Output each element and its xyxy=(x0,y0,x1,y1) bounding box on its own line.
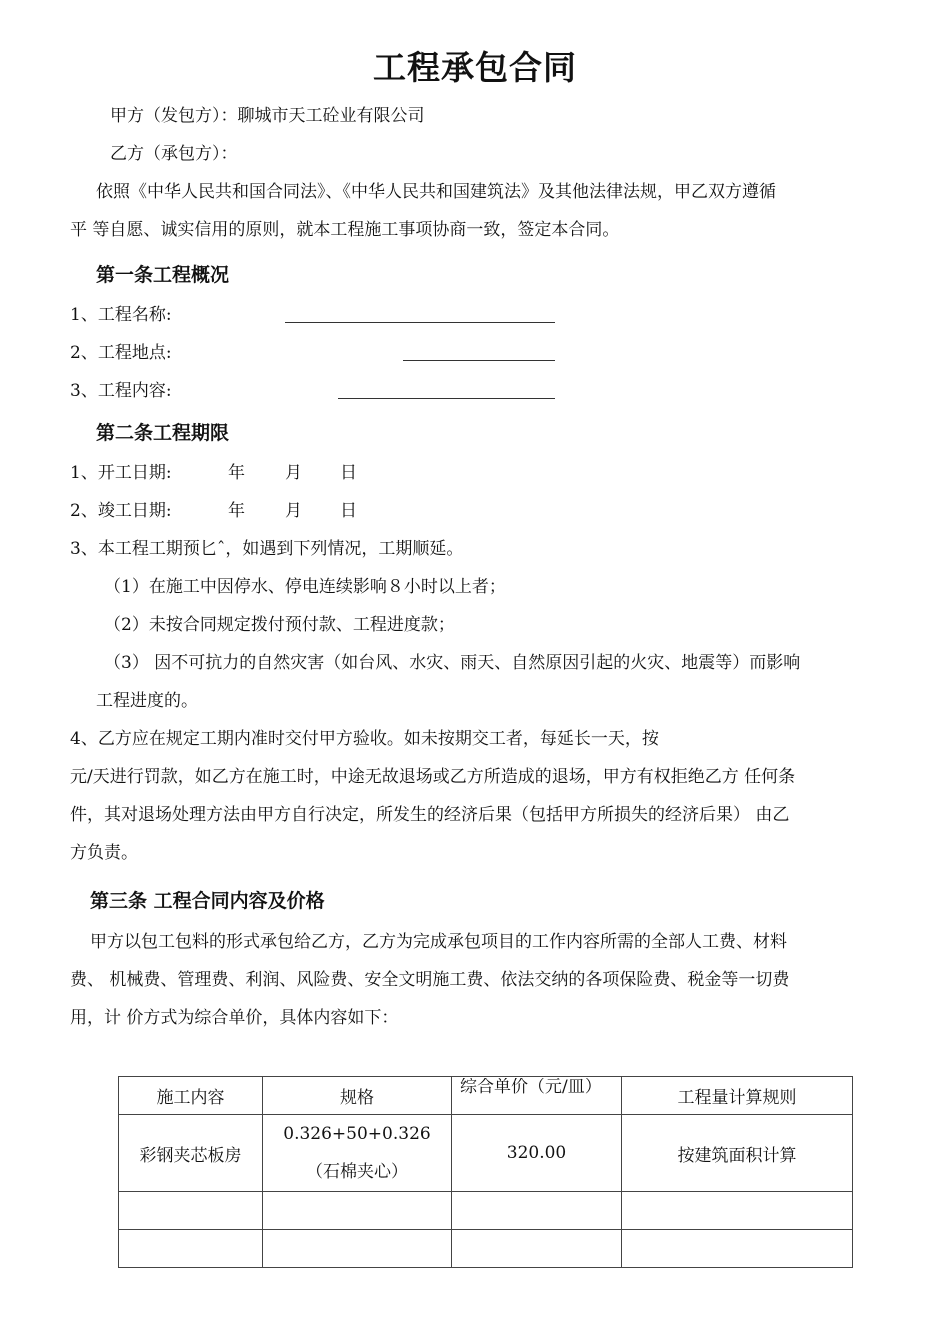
penalty-line-4: 方负责。 xyxy=(70,843,138,863)
cell-spec xyxy=(263,1115,452,1192)
start-day: 日 xyxy=(340,463,357,483)
empty-cell xyxy=(119,1230,263,1268)
spec-line-2: （石棉夹心） xyxy=(306,1162,408,1182)
delay-condition-3-line1: （3） 因不可抗力的自然灾害（如台风、水灾、雨天、自然原因引起的火灾、地震等）而影响 xyxy=(104,653,801,673)
party-b-line: 乙方（承包方）： xyxy=(110,144,238,164)
project-content-label: 3、工程内容: xyxy=(70,381,172,401)
cell-content: 彩钢夹芯板房 xyxy=(119,1115,263,1192)
delay-condition-3-line2: 工程进度的。 xyxy=(96,691,198,711)
header-content: 施工内容 xyxy=(119,1077,263,1115)
duration-clause: 3、本工程工期预匕ˆ，如遇到下列情况，工期顺延。 xyxy=(70,539,464,559)
section2-heading: 第二条工程期限 xyxy=(96,422,230,444)
intro-line-2: 平 等自愿、诚实信用的原则，就本工程施工事项协商一致，签定本合同。 xyxy=(70,220,620,240)
empty-cell xyxy=(263,1230,452,1268)
end-month: 月 xyxy=(285,501,302,521)
empty-cell xyxy=(263,1192,452,1230)
empty-cell xyxy=(622,1230,853,1268)
table-header-row xyxy=(119,1077,853,1115)
penalty-line-2: 元/天进行罚款，如乙方在施工时，中途无故退场或乙方所造成的退场，甲方有权拒绝乙方 任何条 xyxy=(70,767,796,787)
end-year: 年 xyxy=(228,501,245,521)
pricing-para-line1: 甲方以包工包料的形式承包给乙方，乙方为完成承包项目的工作内容所需的全部人工费、材料 xyxy=(90,932,787,952)
end-day: 日 xyxy=(340,501,357,521)
header-unit-price xyxy=(452,1077,622,1115)
table-row xyxy=(119,1115,853,1192)
pricing-para-line3: 用，计 价方式为综合单价，具体内容如下： xyxy=(70,1008,399,1028)
intro-line-1: 依照《中华人民共和国合同法》、《中华人民共和国建筑法》及其他法律法规，甲乙双方遵循 xyxy=(96,182,776,202)
empty-cell xyxy=(452,1192,622,1230)
table-row xyxy=(119,1192,853,1230)
price-table xyxy=(118,1076,853,1268)
header-unit-price-text: 综合单价（元/皿） xyxy=(460,1077,602,1097)
header-spec: 规格 xyxy=(263,1077,452,1115)
project-name-label: 1、工程名称: xyxy=(70,305,172,325)
section1-heading: 第一条工程概况 xyxy=(96,264,230,286)
empty-cell xyxy=(452,1230,622,1268)
penalty-line-1: 4、乙方应在规定工期内准时交付甲方验收。如未按期交工者，每延长一天，按 xyxy=(70,729,659,749)
party-a-line: 甲方（发包方）：聊城市天工砼业有限公司 xyxy=(110,106,425,126)
section3-heading: 第三条 工程合同内容及价格 xyxy=(90,890,325,912)
penalty-line-3: 件，其对退场处理方法由甲方自行决定，所发生的经济后果（包括甲方所损失的经济后果） 由乙 xyxy=(70,805,790,825)
spec-line-1: 0.326+50+0.326 xyxy=(283,1124,431,1144)
cell-rule: 按建筑面积计算 xyxy=(622,1115,853,1192)
project-location-blank xyxy=(403,360,555,361)
empty-cell xyxy=(119,1192,263,1230)
start-month: 月 xyxy=(285,463,302,483)
project-location-label: 2、工程地点: xyxy=(70,343,172,363)
pricing-para-line2: 费、 机械费、管理费、利润、风险费、安全文明施工费、依法交纳的各项保险费、税金等一切费 xyxy=(70,970,790,990)
start-year: 年 xyxy=(228,463,245,483)
start-date-label: 1、开工日期: xyxy=(70,463,172,483)
delay-condition-1: （1）在施工中因停水、停电连续影响８小时以上者； xyxy=(104,577,506,597)
header-rule: 工程量计算规则 xyxy=(622,1077,853,1115)
empty-cell xyxy=(622,1192,853,1230)
end-date-label: 2、竣工日期: xyxy=(70,501,172,521)
table-row xyxy=(119,1230,853,1268)
document-title: 工程承包合同 xyxy=(373,48,577,87)
project-content-blank xyxy=(338,398,555,399)
project-name-blank xyxy=(285,322,555,323)
delay-condition-2: （2）未按合同规定拨付预付款、工程进度款； xyxy=(104,615,455,635)
cell-price: 320.00 xyxy=(452,1115,622,1192)
